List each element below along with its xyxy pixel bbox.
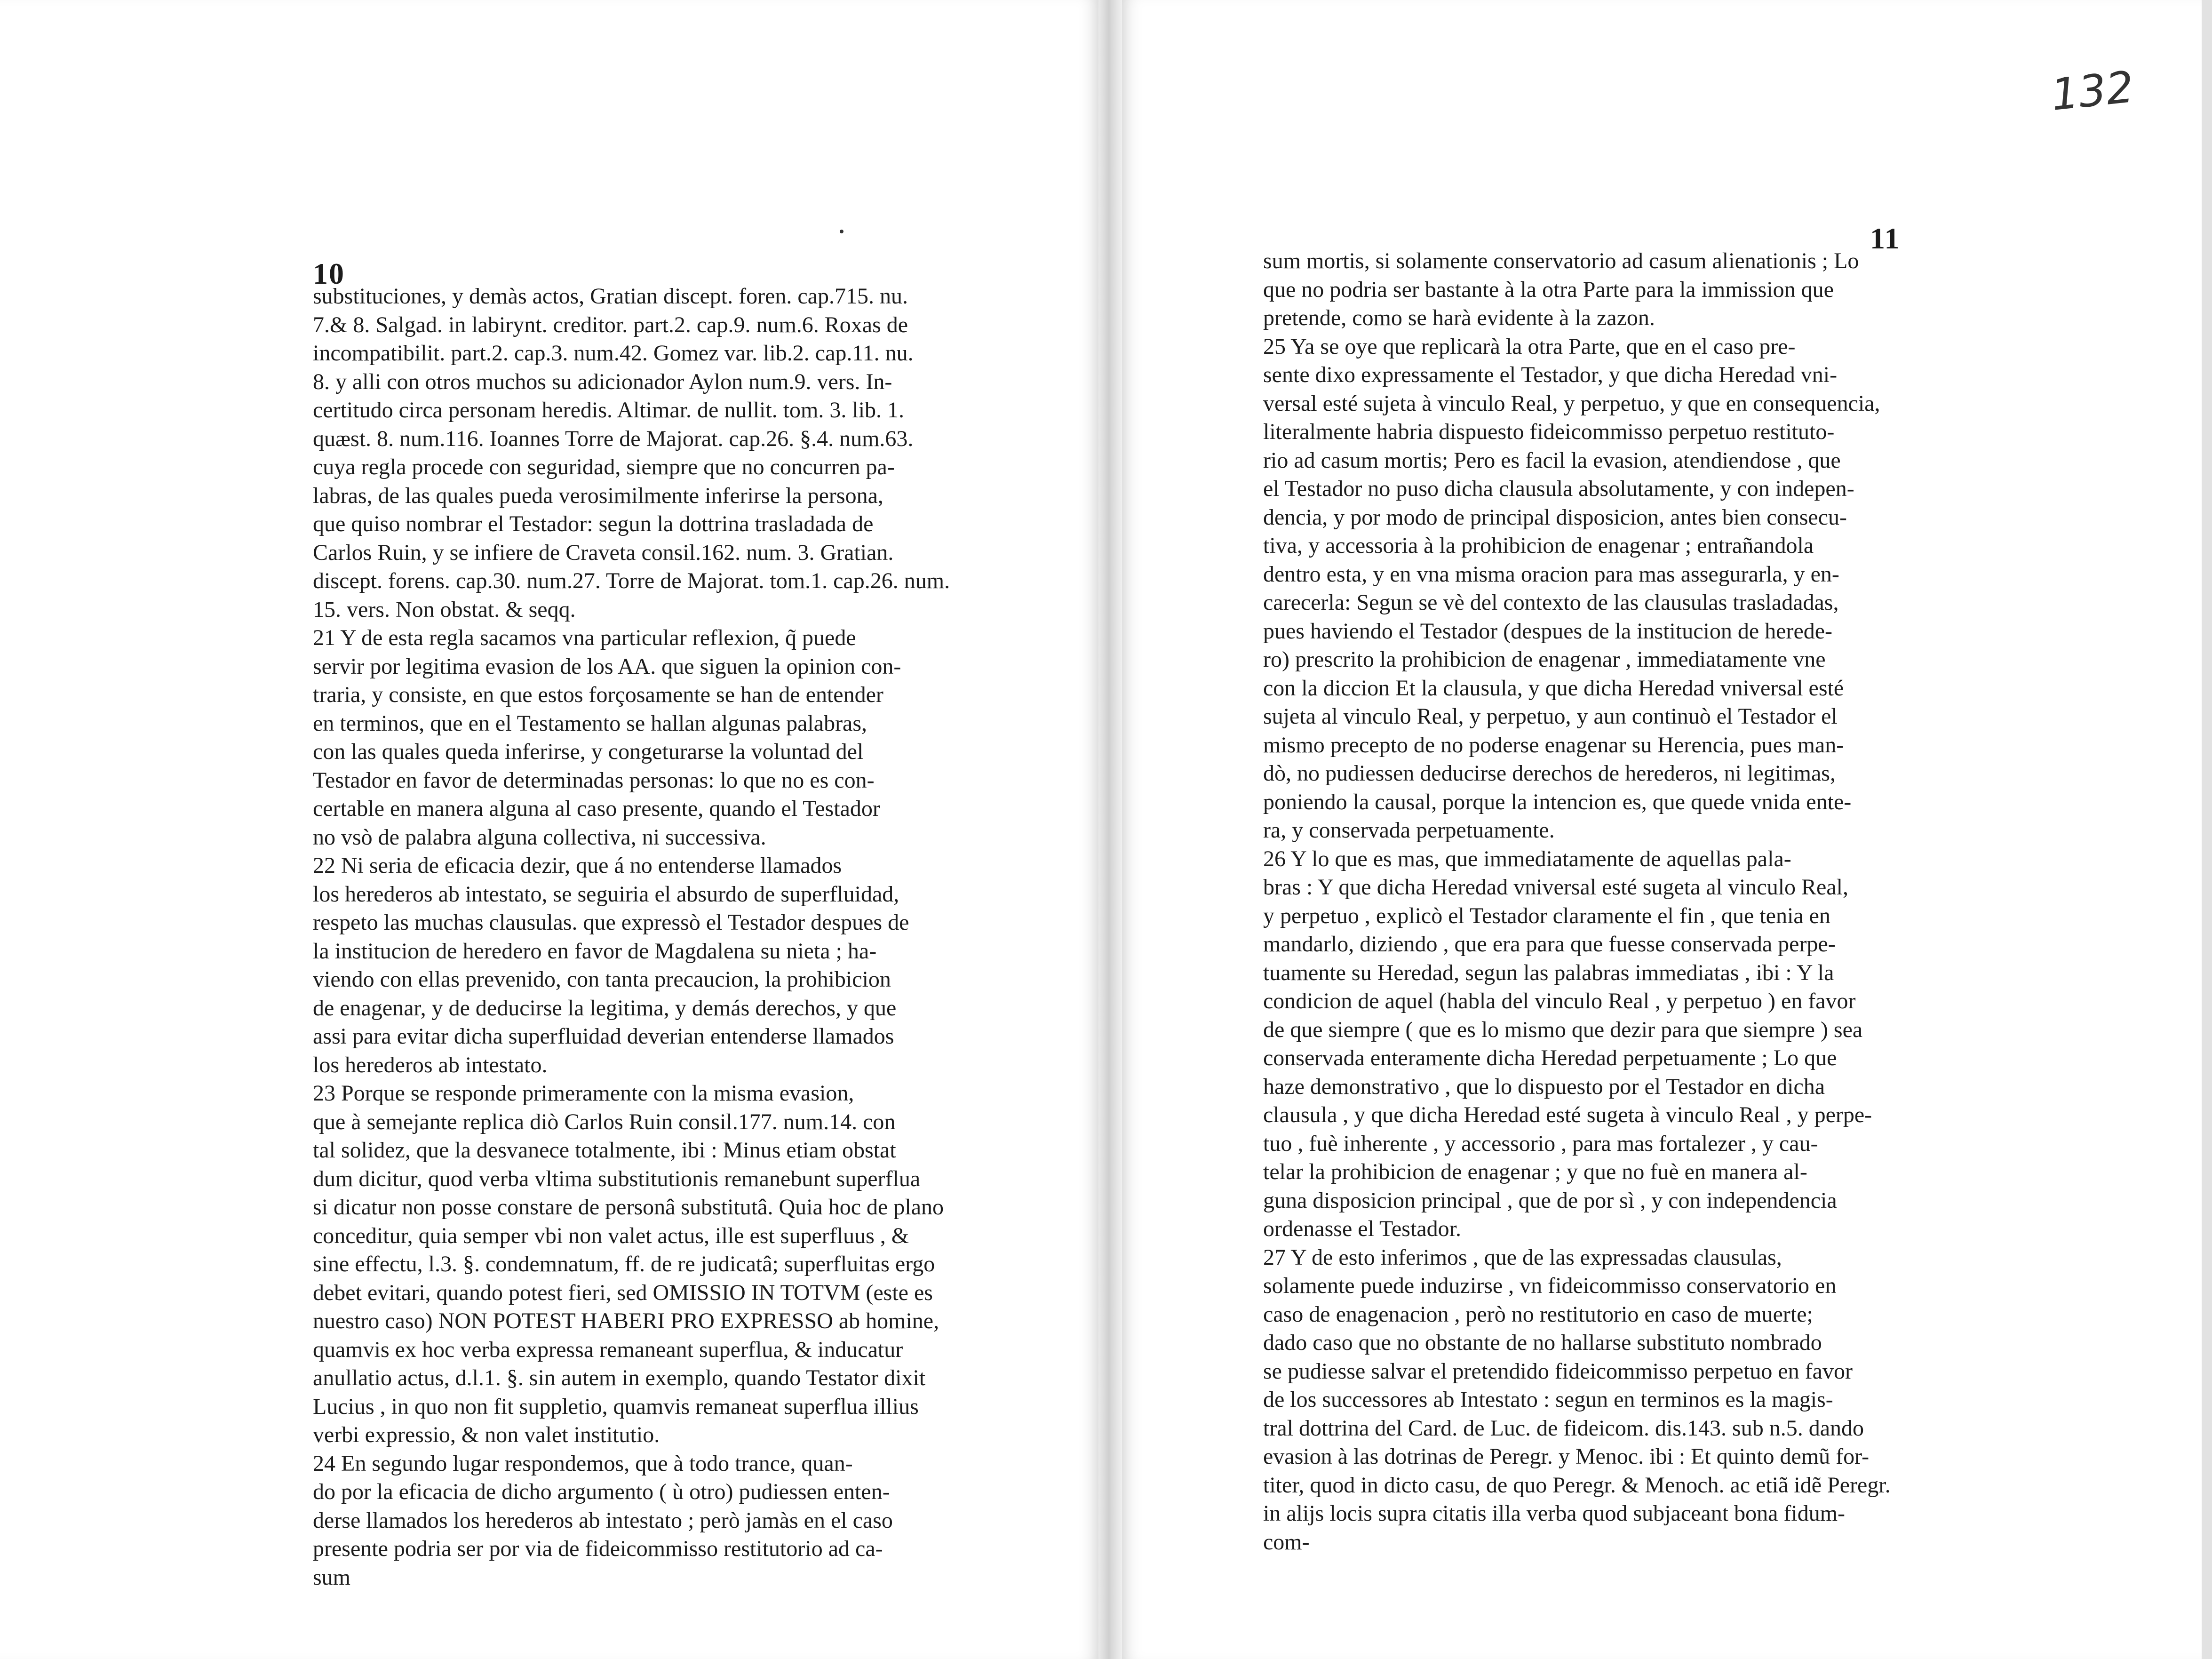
text-line: que quiso nombrar el Testador: segun la dottrina trasladada de (313, 511, 874, 536)
text-line: sente dixo expressamente el Testador, y que dicha Heredad vni- (1263, 362, 1838, 387)
text-line: traria, y consiste, en que estos forçosamente se han de entender (313, 682, 883, 707)
text-line: dado caso que no obstante de no hallarse substituto nombrado (1263, 1330, 1822, 1355)
text-line: carecerla: Segun se vè del contexto de las clausulas trasladadas, (1263, 590, 1839, 615)
text-line: sum (313, 1564, 351, 1590)
text-line: verbi expressio, & non valet institutio. (313, 1422, 660, 1447)
right-page (1122, 0, 2212, 1659)
text-line: si dicatur non posse constare de personâ substitutâ. Quia hoc de plano (313, 1195, 944, 1220)
text-line: ra, y conservada perpetuamente. (1263, 818, 1555, 843)
text-line: tiva, y accessoria à la prohibicion de enagenar ; entrañandola (1263, 533, 1814, 558)
text-line: poniendo la causal, porque la intencion es, que quede vnida ente- (1263, 789, 1852, 814)
text-line: sum mortis, si solamente conservatorio ad casum alienationis ; Lo (1263, 248, 1859, 273)
page-number: 10 (313, 257, 345, 290)
text-line: derse llamados los herederos ab intestato ; però jamàs en el caso (313, 1507, 893, 1533)
text-line: solamente puede induzirse , vn fideicommisso conservatorio en (1263, 1273, 1837, 1298)
text-line: cuya regla procede con seguridad, siempre que no concurren pa- (313, 455, 895, 479)
text-line: telar la prohibicion de enagenar ; y que no fuè en manera al- (1263, 1159, 1807, 1184)
text-line: dencia, y por modo de principal disposicion, antes bien consecu- (1263, 504, 1847, 530)
text-line: 24 En segundo lugar respondemos, que à todo trance, quan- (313, 1451, 853, 1476)
text-line: guna disposicion principal , que de por sì , y con independencia (1263, 1188, 1837, 1213)
text-line: caso de enagenacion , però no restitutorio en caso de muerte; (1263, 1301, 1813, 1327)
text-line: presente podria ser por via de fideicommisso restitutorio ad ca- (313, 1536, 883, 1561)
text-line: y perpetuo , explicò el Testador claramente el fin , que tenia en (1263, 903, 1830, 928)
text-line: certable en manera alguna al caso presente, quando el Testador (313, 796, 880, 821)
text-line: los herederos ab intestato. (313, 1052, 548, 1077)
text-line: viendo con ellas prevenido, con tanta precaucion, la prohibicion (313, 967, 891, 992)
text-line: con las quales queda inferirse, y congeturarse la voluntad del (313, 739, 864, 764)
text-line: no vsò de palabra alguna collectiva, ni successiva. (313, 824, 766, 850)
text-line: 15. vers. Non obstat. & seqq. (313, 597, 576, 622)
text-line: dentro esta, y en vna misma oracion para mas assegurarla, y en- (1263, 561, 1839, 587)
text-line: conceditur, quia semper vbi non valet actus, ille est superfluus , & (313, 1223, 909, 1248)
text-line: en terminos, que en el Testamento se hallan algunas palabras, (313, 710, 867, 736)
text-line: se pudiesse salvar el pretendido fideicommisso perpetuo en favor (1263, 1358, 1853, 1384)
text-line: substituciones, y demàs actos, Gratian discept. foren. cap.715. nu. (313, 284, 908, 309)
handwritten-folio-number: 132 (2048, 62, 2136, 120)
text-line: de que siempre ( que es lo mismo que dezir para que siempre ) sea (1263, 1017, 1863, 1042)
ink-mark (840, 230, 843, 233)
text-line: sine effectu, l.3. §. condemnatum, ff. de re judicatâ; superfluitas ergo (313, 1252, 935, 1276)
text-line: rio ad casum mortis; Pero es facil la evasion, atendiendose , que (1263, 447, 1841, 473)
text-line: do por la eficacia de dicho argumento ( ù otro) pudiessen enten- (313, 1479, 890, 1504)
text-line: el Testador no puso dicha clausula absolutamente, y con indepen- (1263, 476, 1854, 501)
text-line: evasion à las dotrinas de Peregr. y Menoc. ibi : Et quinto demũ for- (1263, 1444, 1870, 1469)
text-line: 23 Porque se responde primeramente con la misma evasion, (313, 1081, 854, 1106)
text-line: Testador en favor de determinadas personas: lo que no es con- (313, 767, 875, 793)
text-line: in alijs locis supra citatis illa verba quod subjaceant bona fidum- (1263, 1501, 1846, 1526)
left-page (0, 0, 1098, 1659)
text-line: titer, quod in dicto casu, de quo Peregr. & Menoch. ac etiã idẽ Peregr. (1263, 1472, 1891, 1498)
text-line: 25 Ya se oye que replicarà la otra Parte, que en el caso pre- (1263, 334, 1796, 359)
text-line: 27 Y de esto inferimos , que de las expressadas clausulas, (1263, 1244, 1782, 1270)
text-line: quamvis ex hoc verba expressa remaneant superflua, & inducatur (313, 1337, 903, 1362)
text-line: 26 Y lo que es mas, que immediatamente de aquellas pala- (1263, 846, 1791, 871)
text-line: ro) prescrito la prohibicion de enagenar , immediatamente vne (1263, 647, 1826, 672)
text-line: que à semejante replica diò Carlos Ruin consil.177. num.14. con (313, 1109, 896, 1134)
text-line: Carlos Ruin, y se infiere de Craveta consil.162. num. 3. Gratian. (313, 540, 894, 565)
text-line: la institucion de heredero en favor de Magdalena su nieta ; ha- (313, 938, 877, 964)
text-line: quæst. 8. num.116. Ioannes Torre de Majorat. cap.26. §.4. num.63. (313, 426, 914, 451)
text-line: ordenasse el Testador. (1263, 1216, 1461, 1241)
text-line: Lucius , in quo non fit suppletio, quamvis remaneat superflua illius (313, 1394, 919, 1419)
text-line: con la diccion Et la clausula, y que dicha Heredad vniversal esté (1263, 675, 1844, 701)
text-line: discept. forens. cap.30. num.27. Torre de Majorat. tom.1. cap.26. num. (313, 568, 950, 593)
text-line: de los successores ab Intestato : segun en terminos es la magis- (1263, 1387, 1833, 1412)
text-line: bras : Y que dicha Heredad vniversal esté sugeta al vinculo Real, (1263, 875, 1848, 900)
text-line: dum dicitur, quod verba vltima substitutionis remanebunt superflua (313, 1166, 921, 1191)
text-line: servir por legitima evasion de los AA. que siguen la opinion con- (313, 654, 901, 679)
text-line: certitudo circa personam heredis. Altimar. de nullit. tom. 3. lib. 1. (313, 398, 905, 423)
text-line: pretende, como se harà evidente à la zazon. (1263, 305, 1655, 330)
text-line: dò, no pudiessen deducirse derechos de herederos, ni legitimas, (1263, 761, 1836, 786)
text-line: tuo , fuè inherente , y accessorio , para mas fortalezer , y cau- (1263, 1131, 1818, 1156)
text-line: nuestro caso) NON POTEST HABERI PRO EXPRESSO ab homine, (313, 1308, 939, 1333)
gutter (1098, 0, 1122, 1659)
text-line: sujeta al vinculo Real, y perpetuo, y aun continuò el Testador el (1263, 704, 1838, 729)
text-line: tral dottrina del Card. de Luc. de fideicom. dis.143. sub n.5. dando (1263, 1415, 1864, 1441)
text-line: de enagenar, y de deducirse la legitima, y demás derechos, y que (313, 995, 897, 1021)
text-line: tuamente su Heredad, segun las palabras immediatas , ibi : Y la (1263, 960, 1834, 985)
text-line: anullatio actus, d.l.1. §. sin autem in exemplo, quando Testator dixit (313, 1365, 926, 1390)
text-line: versal esté sujeta à vinculo Real, y perpetuo, y que en consequencia, (1263, 391, 1880, 416)
text-line: 21 Y de esta regla sacamos vna particular reflexion, q̃ puede (313, 625, 856, 650)
text-line: 8. y alli con otros muchos su adicionador Aylon num.9. vers. In- (313, 369, 892, 394)
text-line: mismo precepto de no poderse enagenar su Herencia, pues man- (1263, 732, 1844, 758)
right-edge (2202, 0, 2212, 1659)
text-line: respeto las muchas clausulas. que expressò el Testador despues de (313, 910, 909, 935)
text-line: 22 Ni seria de eficacia dezir, que á no entenderse llamados (313, 853, 842, 878)
page-text (313, 282, 964, 1592)
page-number: 11 (1870, 222, 1901, 255)
text-line: los herederos ab intestato, se seguiria el absurdo de superfluidad, (313, 881, 899, 907)
text-line: com- (1263, 1529, 1310, 1555)
text-line: pues haviendo el Testador (despues de la institucion de herede- (1263, 618, 1833, 644)
text-line: mandarlo, diziendo , que era para que fuesse conservada perpe- (1263, 932, 1836, 957)
text-line: conservada enteramente dicha Heredad perpetuamente ; Lo que (1263, 1045, 1837, 1070)
text-line: labras, de las quales pueda verosimilmente inferirse la persona, (313, 483, 883, 508)
text-line: 7.& 8. Salgad. in labirynt. creditor. part.2. cap.9. num.6. Roxas de (313, 312, 908, 337)
text-line: que no podria ser bastante à la otra Parte para la immission que (1263, 277, 1834, 302)
text-line: literalmente habria dispuesto fideicommisso perpetuo restituto- (1263, 419, 1835, 444)
text-line: assi para evitar dicha superfluidad deverian entenderse llamados (313, 1024, 894, 1049)
text-line: clausula , y que dicha Heredad esté sugeta à vinculo Real , y perpe- (1263, 1102, 1872, 1127)
text-line: debet evitari, quando potest fieri, sed OMISSIO IN TOTVM (este es (313, 1280, 933, 1305)
text-line: haze demonstrativo , que lo dispuesto por el Testador en dicha (1263, 1074, 1825, 1099)
page-text (1263, 247, 1919, 1556)
text-line: condicion de aquel (habla del vinculo Real , y perpetuo ) en favor (1263, 989, 1856, 1013)
text-line: tal solidez, que la desvanece totalmente, ibi : Minus etiam obstat (313, 1138, 896, 1163)
text-line: incompatibilit. part.2. cap.3. num.42. Gomez var. lib.2. cap.11. nu. (313, 341, 914, 366)
